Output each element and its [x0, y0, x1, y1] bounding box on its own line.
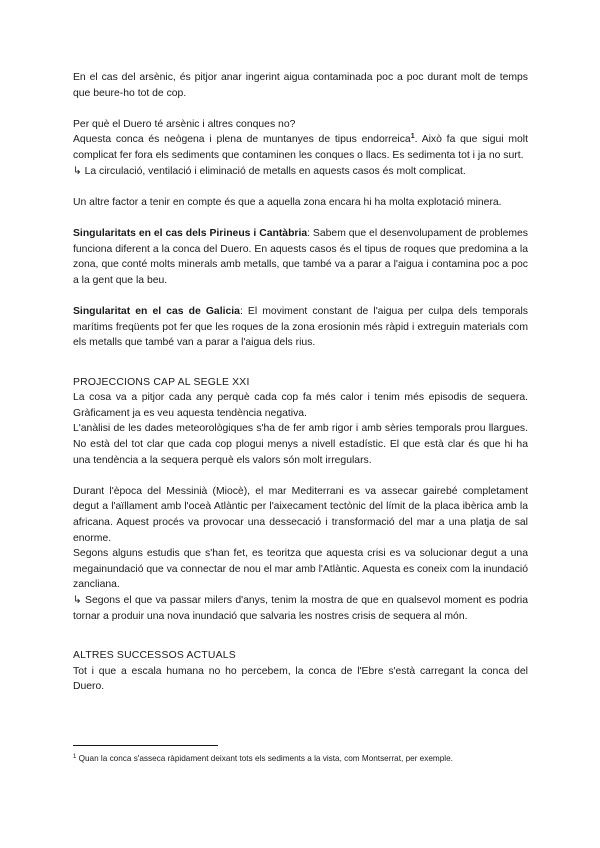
mining-paragraph: Un altre factor a tenir en compte és que a aquella zona encara hi ha molta explotació minera. [73, 196, 502, 208]
projeccions-paragraph-1: La cosa va a pitjor cada any perquè cada cop fa més calor i tenim més episodis de sequera. Gràficament ja es veu aquesta tendència negativa. [73, 392, 528, 419]
actuals-heading: ALTRES SUCCESSOS ACTUALS [73, 650, 236, 662]
inundacio-arrow-note: ↳ Segons el que va passar milers d'anys, tenim la mostra de que en qualsevol moment es podria tornar a produir una nova inundació que salvaria les nostres crisis de sequera al món. [73, 595, 528, 622]
pirineus-text: : Sabem que el desenvolupament de problemes funciona diferent a la conca del Duero. En aquests casos és el tipus de roques que predomina a la zona, que conté molts minerals amb metalls, que també va a parar a l'aigua i contamina poc a poc a la gent que la beu. [73, 227, 528, 286]
footnote-text: Quan la conca s'asseca ràpidament deixant tots els sediments a la vista, com Montserrat, per exemple. [76, 754, 453, 763]
galicia-paragraph [73, 304, 528, 351]
document-body [73, 70, 528, 695]
footnote [73, 752, 513, 765]
duero-question: Per què el Duero té arsènic i altres conques no? [73, 118, 296, 130]
galicia-label: Singularitat en el cas de Galicia [73, 305, 240, 317]
duero-answer-tail: . Això fa que sigui molt complicat fer fora els sediments que contaminen les conques o llacs. Es sedimenta tot i ja no surt. [73, 134, 528, 161]
actuals-paragraph: Tot i que a escala humana no ho percebem, la conca de l'Ebre s'està carregant la conca del Duero. [73, 665, 528, 693]
pirineus-label: Singularitats en el cas dels Pirineus i Cantàbria [73, 227, 308, 239]
arsenic-paragraph: En el cas del arsènic, és pitjor anar ingerint aigua contaminada poc a poc durant molt de temps que beure-ho tot de cop. [73, 72, 528, 99]
duero-answer [73, 132, 528, 163]
footnote-reference[interactable]: 1 [410, 133, 415, 141]
footnote-marker: 1 [73, 754, 77, 760]
duero-answer-text: Aquesta conca és neògena i plena de muntanyes de tipus endorreica [73, 134, 411, 146]
duero-arrow-note: ↳ La circulació, ventilació i eliminació de metalls en aquests casos és molt complicat. [73, 165, 466, 177]
projeccions-paragraph-2: L'anàlisi de les dades meteorològiques s'ha de fer amb rigor i amb sèries temporals prou llargues. No està del tot clar que cada cop plogui menys a nivell estadístic. El que està clar és que hi ha una tendència a la sequera perquè els valors són molt irregulars. [73, 423, 528, 466]
zancliana-paragraph: Segons alguns estudis que s'han fet, es teoritza que aquesta crisi es va solucionar degut a una megainundació que va connectar de nou el mar amb l'Atlàntic. Aquesta es coneix com la inundació zancliana. [73, 548, 528, 591]
footnote-divider [73, 745, 218, 746]
pirineus-paragraph [73, 226, 528, 288]
galicia-text: : El moviment constant de l'aigua per culpa dels temporals marítims freqüents pot fer que les roques de la zona erosionin més ràpid i extreguin materials com els metalls que també van a parar a l'aigua dels rius. [73, 305, 528, 349]
projeccions-heading: PROJECCIONS CAP AL SEGLE XXI [73, 376, 250, 388]
messinia-paragraph: Durant l'època del Messinià (Miocè), el mar Mediterrani es va assecar gairebé completament degut a l'aïllament amb l'oceà Atlàntic per l'aixecament tectònic del límit de la placa ibèrica amb la africana. Aquest procés va provocar una dessecació i transformació del mar a una platja de sal enorme. [73, 485, 528, 544]
